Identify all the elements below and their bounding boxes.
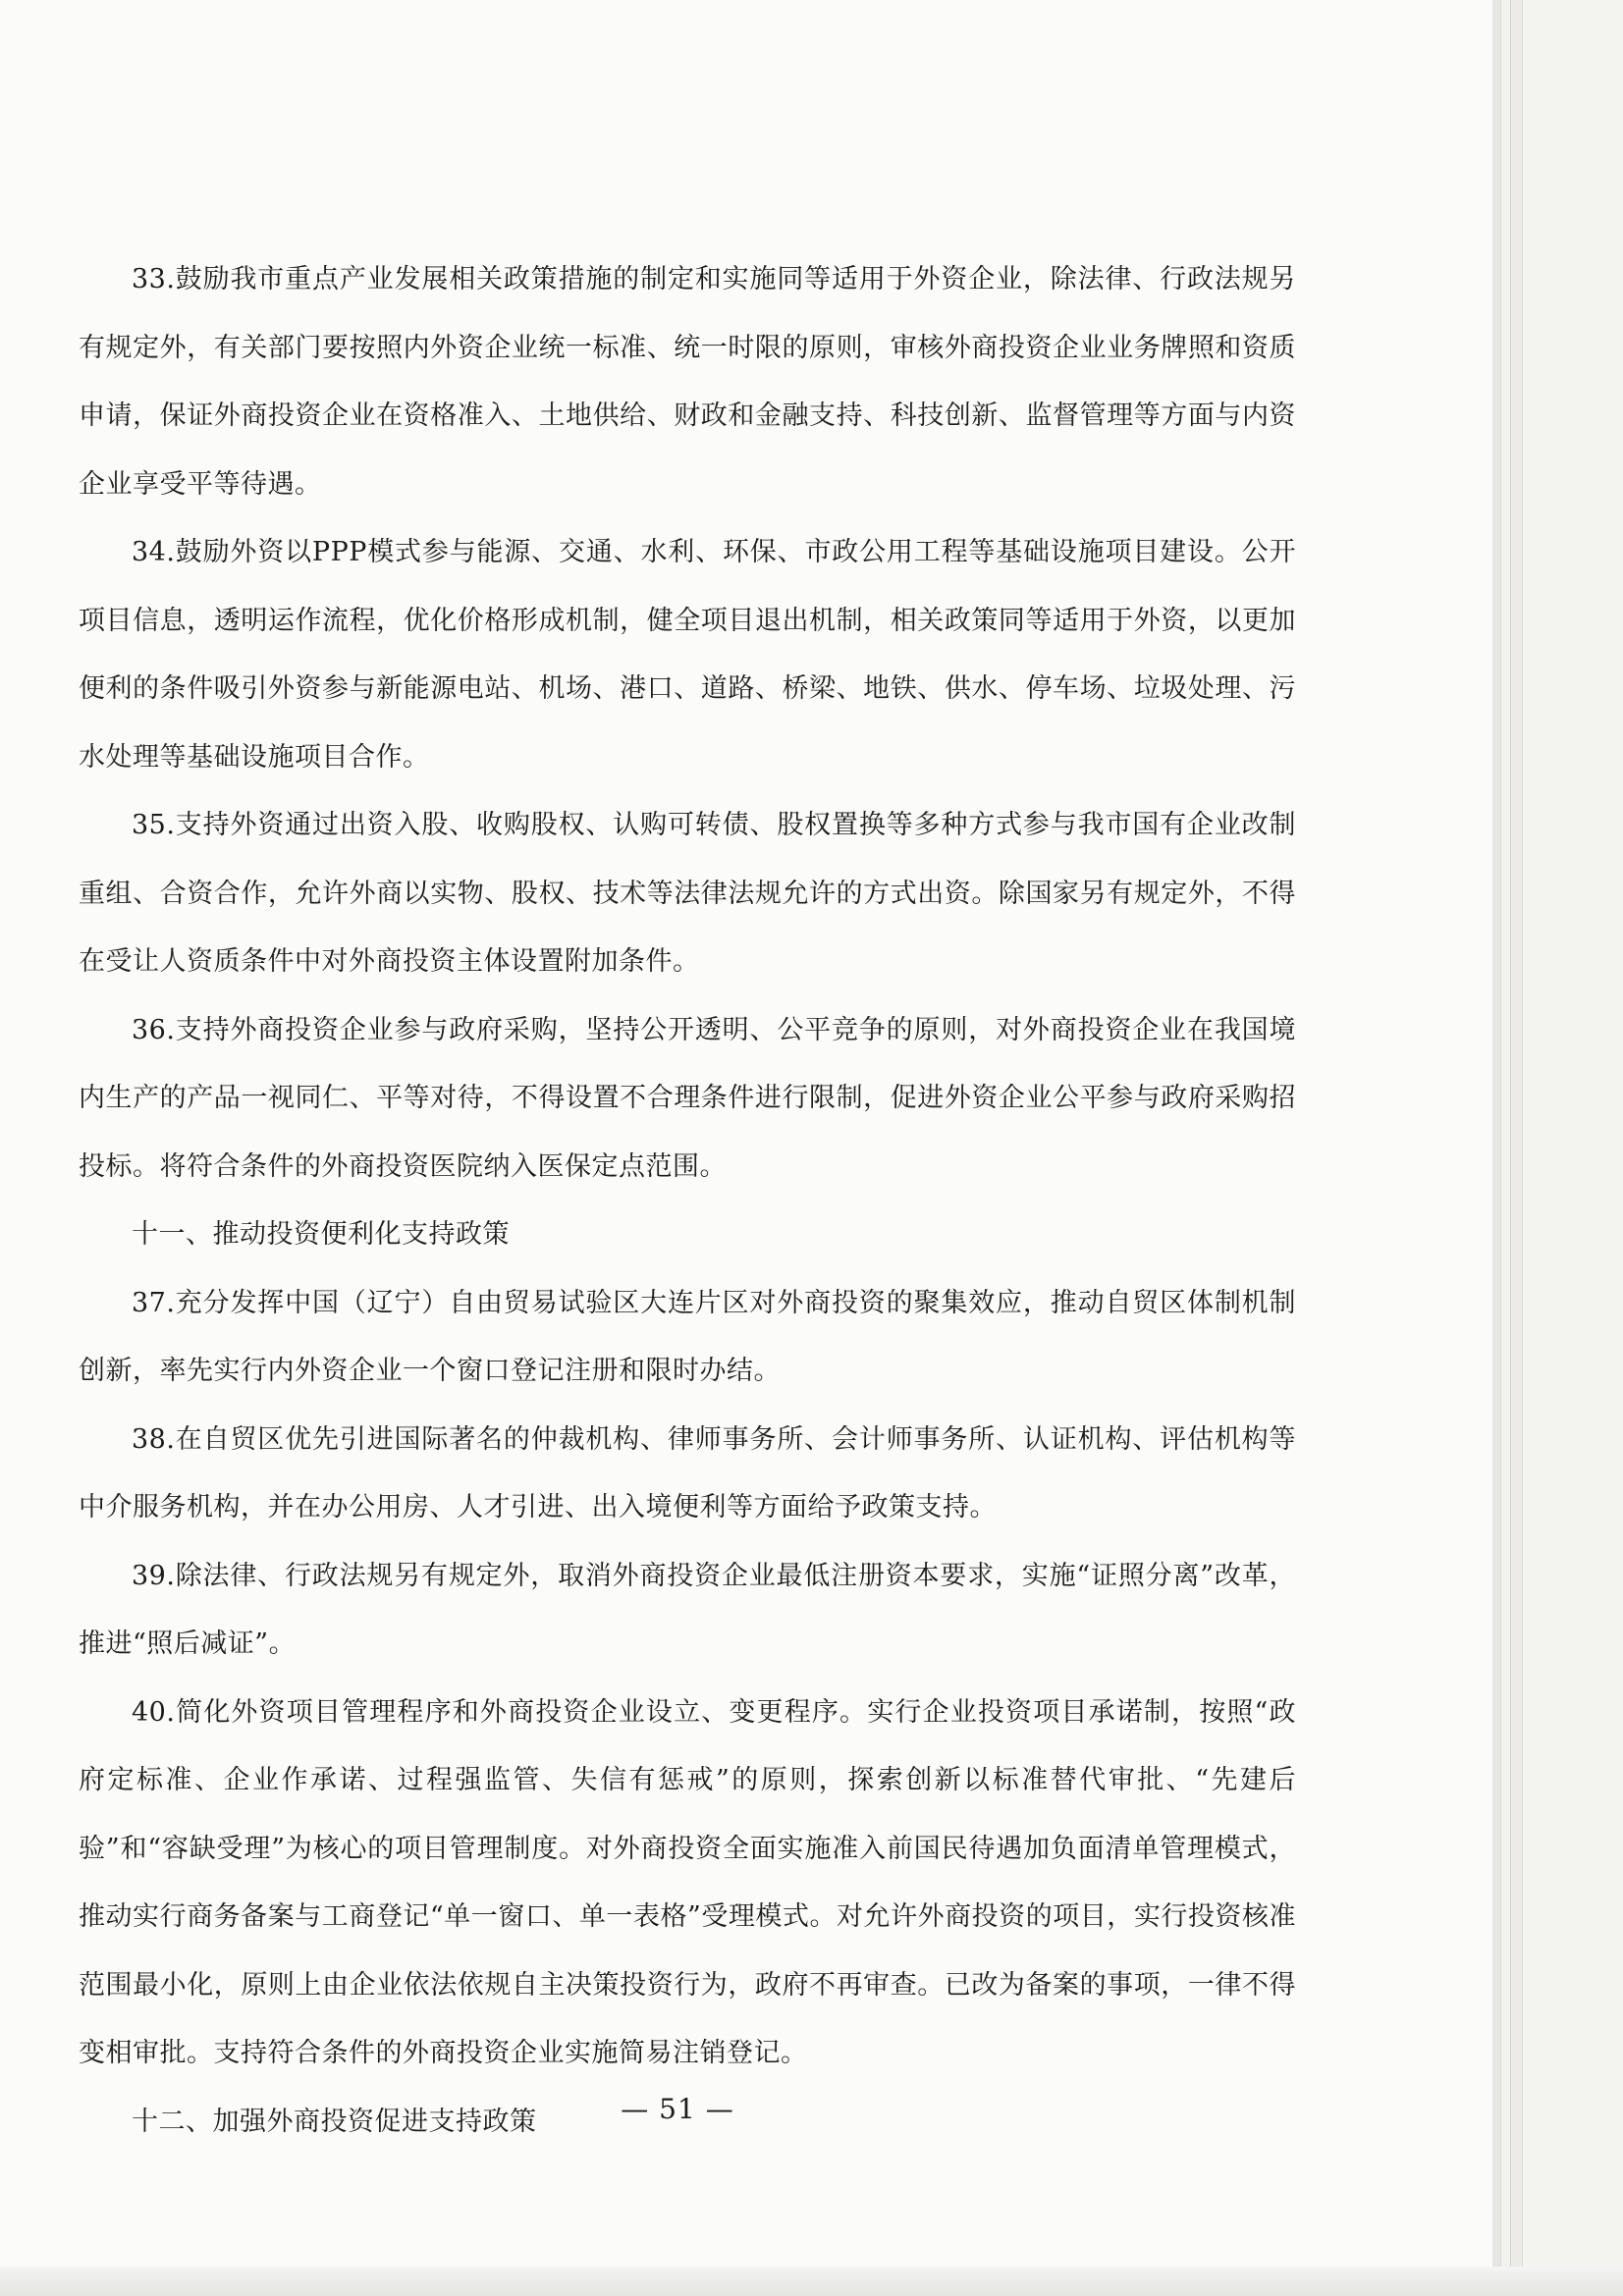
section-heading-12: 十二、加强外商投资促进支持政策	[132, 2106, 537, 2137]
paper-edge	[1492, 0, 1500, 2296]
section-heading-11: 十一、推动投资便利化支持政策	[132, 1219, 510, 1250]
article-34: 34.鼓励外资以PPP模式参与能源、交通、水利、环保、市政公用工程等基础设施项目建设。公开项目信息，透明运作流程，优化价格形成机制，健全项目退出机制，相关政策同等适用于外资，以更加便利的条件吸引外资参与新能源电站、机场、港口、道路、桥梁、地铁、供水、停车场、垃圾处理、污水处理等基础设施项目合作。	[79, 537, 1296, 773]
article-39: 39.除法律、行政法规另有规定外，取消外商投资企业最低注册资本要求，实施“证照分离”改革，推进“照后减证”。	[79, 1560, 1296, 1659]
article-40: 40.简化外资项目管理程序和外商投资企业设立、变更程序。实行企业投资项目承诺制，按照“政府定标准、企业作承诺、过程强监管、失信有惩戒”的原则，探索创新以标准替代审批、“先建后验”和“容缺受理”为核心的项目管理制度。对外商投资全面实施准入前国民待遇加负面清单管理模式，推动实行商务备案与工商登记“单一窗口、单一表格”受理模式。对允许外商投资的项目，实行投资核准范围最小化，原则上由企业依法依规自主决策投资行为，政府不再审查。已改为备案的事项，一律不得变相审批。支持符合条件的外商投资企业实施简易注销登记。	[79, 1696, 1296, 2068]
article-36: 36.支持外商投资企业参与政府采购，坚持公开透明、公平竞争的原则，对外商投资企业在我国境内生产的产品一视同仁、平等对待，不得设置不合理条件进行限制，促进外资企业公平参与政府采购招投标。将符合条件的外商投资医院纳入医保定点范围。	[79, 1014, 1296, 1182]
paper-edge	[1522, 0, 1623, 2296]
page-number: — 51 —	[621, 2093, 734, 2125]
article-33: 33.鼓励我市重点产业发展相关政策措施的制定和实施同等适用于外资企业，除法律、行政法规另有规定外，有关部门要按照内外资企业统一标准、统一时限的原则，审核外商投资企业业务牌照和资质申请，保证外商投资企业在资格准入、土地供给、财政和金融支持、科技创新、监督管理等方面与内资企业享受平等待遇。	[79, 264, 1296, 500]
scan-shadow	[0, 2267, 1623, 2296]
document-body	[79, 245, 1296, 2156]
article-37: 37.充分发挥中国（辽宁）自由贸易试验区大连片区对外商投资的聚集效应，推动自贸区体制机制创新，率先实行内外资企业一个窗口登记注册和限时办结。	[79, 1287, 1296, 1386]
article-38: 38.在自贸区优先引进国际著名的仲裁机构、律师事务所、会计师事务所、认证机构、评估机构等中介服务机构，并在办公用房、人才引进、出入境便利等方面给予政策支持。	[79, 1423, 1296, 1522]
article-35: 35.支持外资通过出资入股、收购股权、认购可转债、股权置换等多种方式参与我市国有企业改制重组、合资合作，允许外商以实物、股权、技术等法律法规允许的方式出资。除国家另有规定外，不得在受让人资质条件中对外商投资主体设置附加条件。	[79, 810, 1296, 977]
